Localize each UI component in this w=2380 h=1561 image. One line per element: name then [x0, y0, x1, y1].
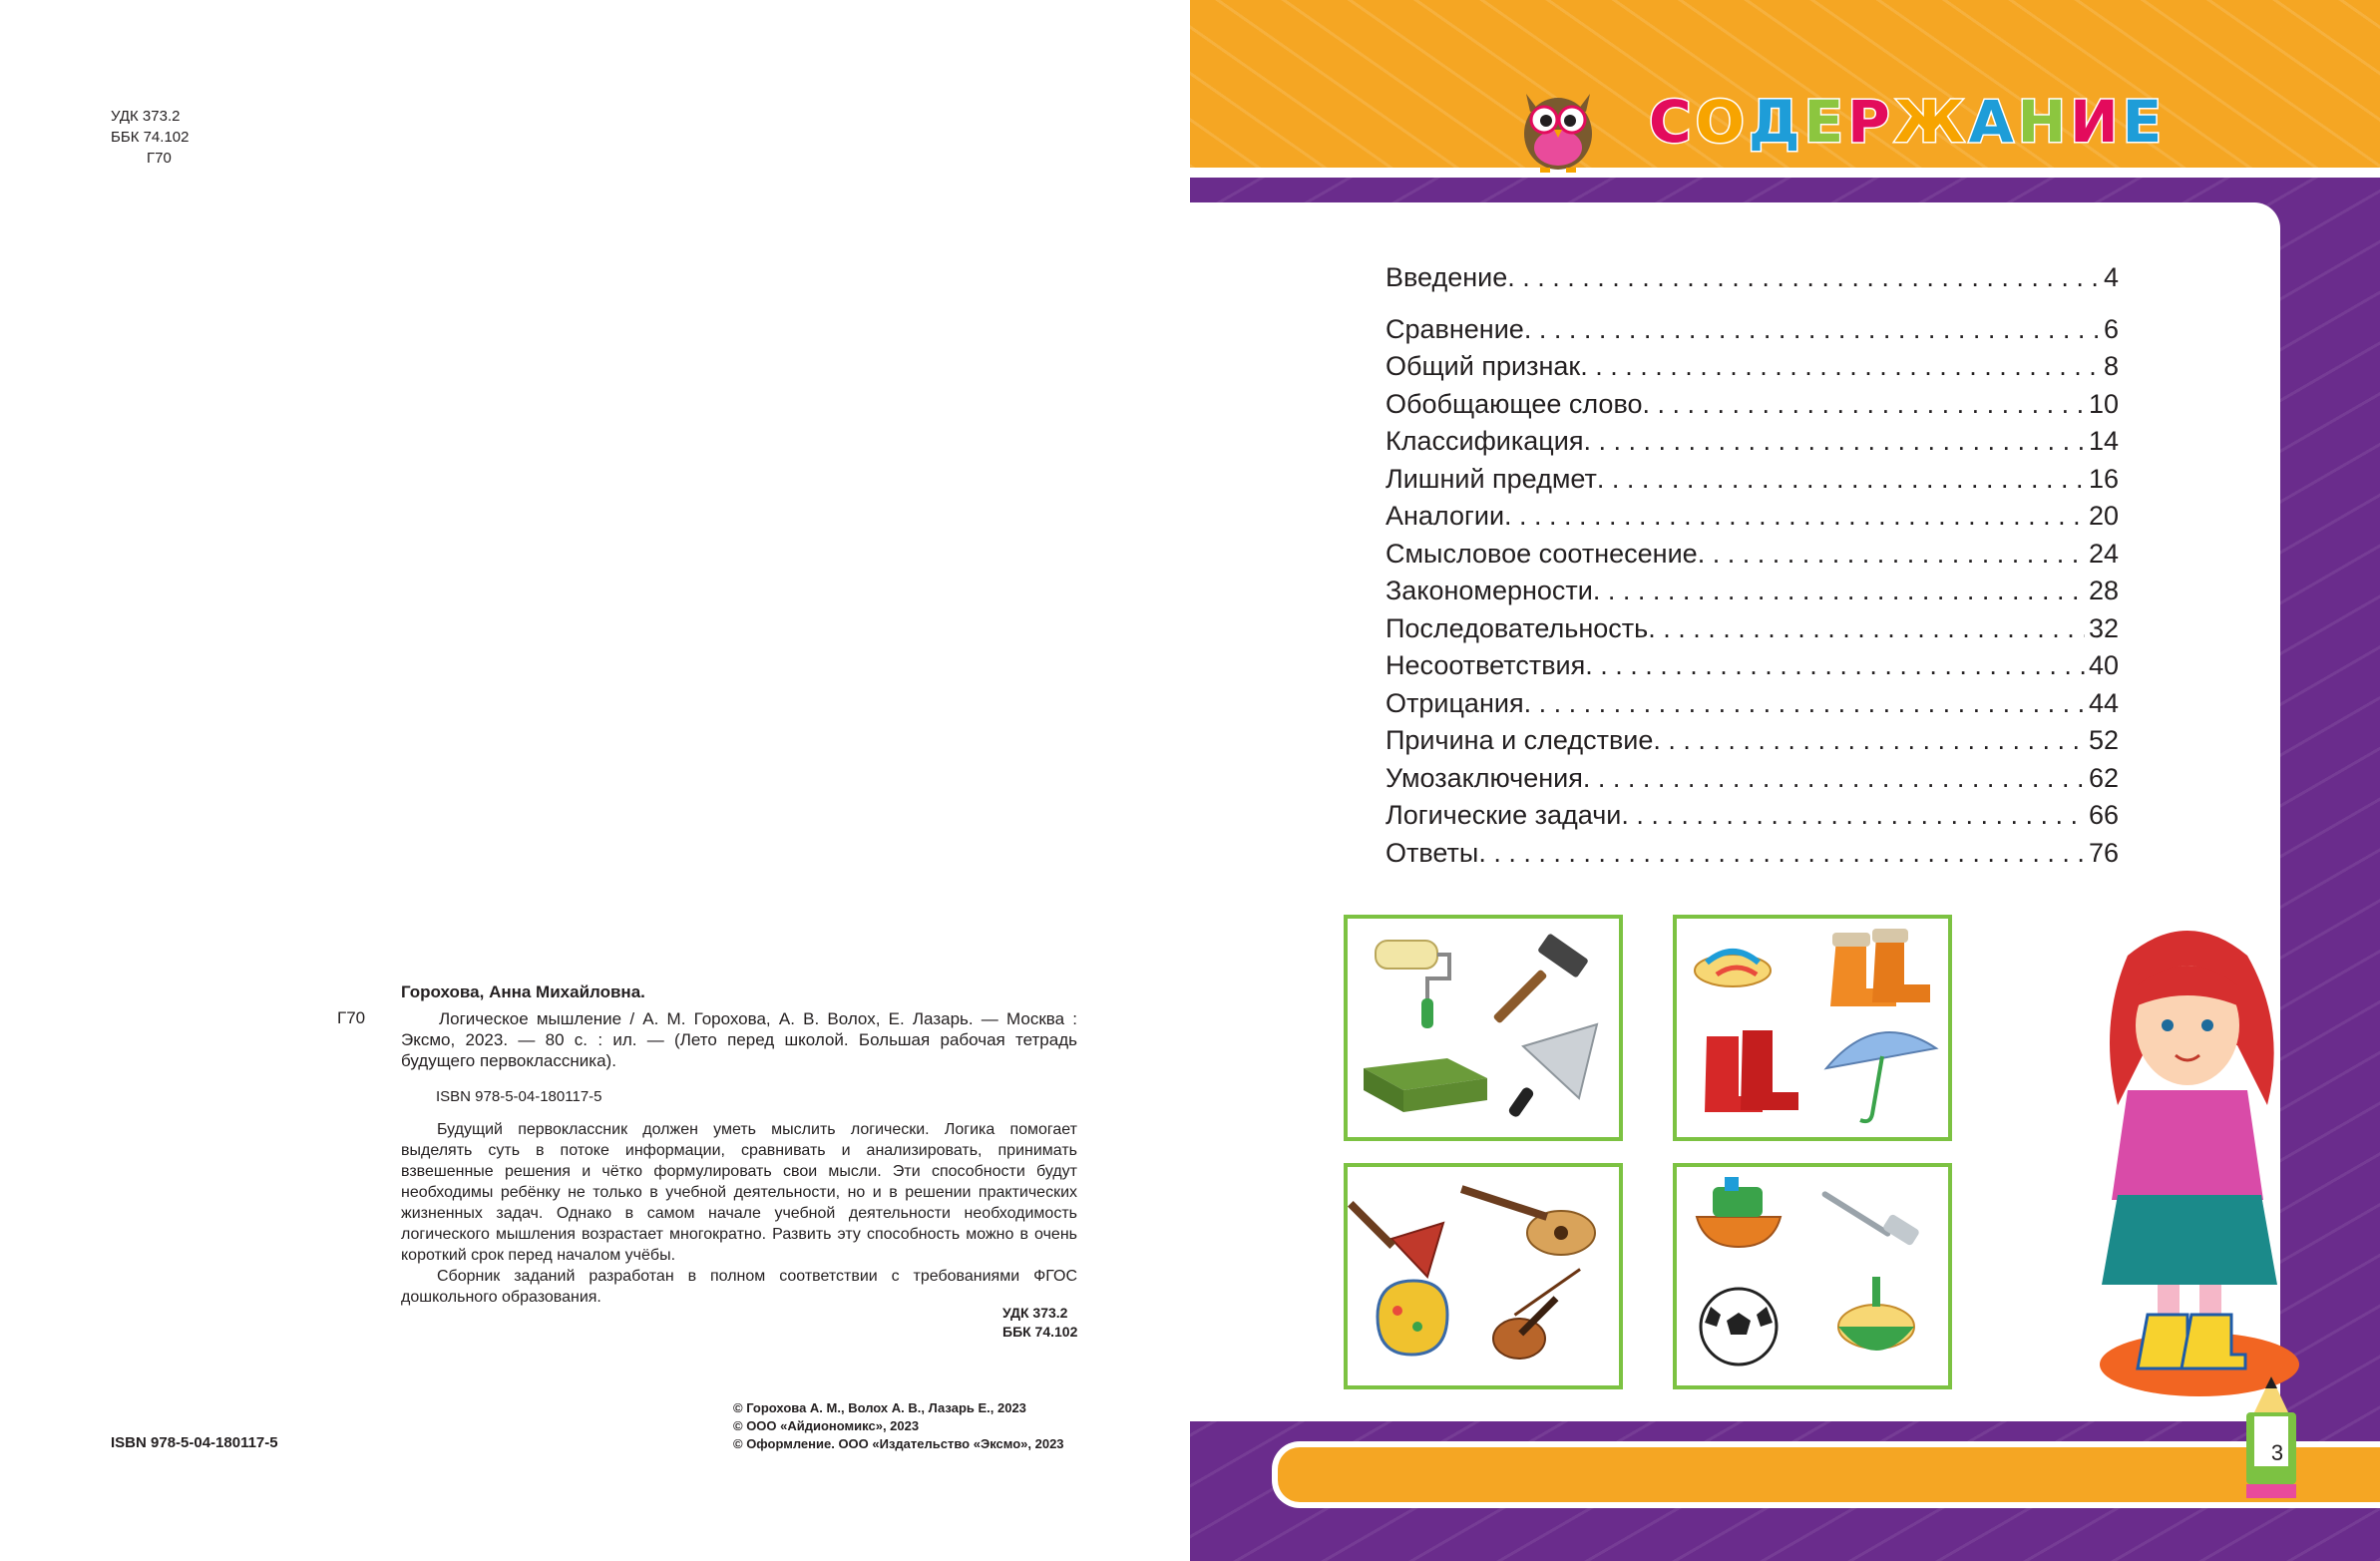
toc-leader-dots: [1585, 647, 2085, 685]
annotation: [401, 1119, 1077, 1308]
umbrella-icon: [1826, 1032, 1936, 1121]
toc-entry-page: 24: [2088, 538, 2119, 569]
author-name: Горохова, Анна Михайловна.: [401, 982, 645, 1001]
toc-entry-label: Смысловое соотнесение: [1386, 538, 1698, 569]
toc-entry: [1386, 311, 2119, 349]
classification-codes-bottom: [1002, 1304, 1077, 1342]
title-letter: С: [1649, 88, 1696, 156]
toc-leader-dots: [1504, 498, 2085, 536]
sandals-icon: [1695, 952, 1771, 986]
annotation-paragraph: Сборник заданий разработан в полном соответствии с требованиями ФГОС дошкольного образования.: [401, 1268, 1077, 1306]
copyright-block: [733, 1399, 1064, 1453]
oven-mitt-icon: [1378, 1281, 1447, 1355]
toc-entry-page: 66: [2088, 800, 2119, 830]
footer-band: [1272, 1441, 2380, 1508]
toc-entry: [1386, 536, 2119, 574]
toc-entry-label: Ответы: [1386, 837, 1479, 868]
pencil-icon: [2242, 1376, 2300, 1501]
violin-icon: [1493, 1268, 1581, 1359]
toc-entry-label: Аналогии: [1386, 501, 1505, 531]
girl-illustration: [1978, 916, 2380, 1404]
title-letter: Д: [1748, 88, 1804, 156]
title-letter: О: [1695, 88, 1749, 156]
toc-spacer: [1386, 297, 2119, 311]
toc-entry-page: 6: [2103, 313, 2119, 344]
toy-boat-icon: [1697, 1177, 1781, 1247]
title-letter: Е: [2122, 88, 2167, 156]
toc-entry-label: Отрицания: [1386, 687, 1524, 718]
picture-card-tools: [1344, 915, 1623, 1141]
fork-icon: [1820, 1190, 1920, 1246]
toc-entry-page: 76: [2088, 837, 2119, 868]
toc-leader-dots: [1524, 685, 2085, 723]
toc-leader-dots: [1478, 835, 2085, 873]
toc-entry: [1386, 722, 2119, 760]
toc-entry-page: 32: [2088, 612, 2119, 643]
toc-entry-page: 28: [2088, 576, 2119, 605]
balalaika-icon: [1348, 1201, 1443, 1277]
toc-entry-label: Последовательность: [1386, 612, 1649, 643]
toc-entry: [1386, 386, 2119, 424]
soccer-ball-icon: [1701, 1289, 1777, 1365]
toc-entry: [1386, 423, 2119, 461]
toc-entry-label: Сравнение: [1386, 313, 1524, 344]
toc-entry-label: Общий признак: [1386, 351, 1581, 381]
guitar-icon: [1460, 1185, 1595, 1255]
toc-entry: [1386, 647, 2119, 685]
title-letter: Ж: [1893, 88, 1969, 156]
toc-entry: [1386, 573, 2119, 610]
page-number: 3: [2270, 1440, 2284, 1465]
toc-entry-label: Лишний предмет: [1386, 463, 1597, 494]
toc-entry-page: 44: [2088, 687, 2119, 718]
toc-leader-dots: [1580, 348, 2100, 386]
toc-entry-page: 10: [2088, 388, 2119, 419]
spinning-top-icon: [1838, 1277, 1914, 1351]
owl-icon: [1514, 82, 1602, 174]
toc-entry: [1386, 498, 2119, 536]
paint-roller-icon: [1376, 941, 1449, 1028]
udk-code: УДК 373.2: [1002, 1305, 1068, 1321]
toc-leader-dots: [1621, 797, 2085, 835]
toc-entry: [1386, 835, 2119, 873]
title-letter: Р: [1847, 88, 1894, 156]
toc-entry-page: 8: [2103, 351, 2119, 381]
toc-entry: [1386, 348, 2119, 386]
toc-entry-label: Причина и следствие: [1386, 725, 1654, 755]
title-letter: И: [2070, 88, 2123, 156]
toc-leader-dots: [1597, 461, 2085, 499]
toc-entry: [1386, 685, 2119, 723]
toc-entry: [1386, 461, 2119, 499]
toc-leader-dots: [1524, 311, 2100, 349]
picture-card-toys: [1673, 1163, 1952, 1389]
bbk-code: ББК 74.102: [111, 129, 190, 146]
toc-entry-page: 14: [2088, 426, 2119, 456]
toc-entry-label: Несоответствия: [1386, 650, 1586, 680]
toc-entry-label: Умозаключения: [1386, 762, 1583, 793]
toc-leader-dots: [1653, 722, 2085, 760]
toc-entry-label: Введение: [1386, 262, 1508, 292]
toc-entry: [1386, 259, 2119, 297]
toc-leader-dots: [1583, 423, 2084, 461]
toc-entry-label: Закономерности: [1386, 576, 1593, 605]
trowel-icon: [1507, 1024, 1597, 1119]
author-mark-inline: Г70: [337, 1008, 366, 1027]
toc-leader-dots: [1583, 760, 2085, 798]
udk-code: УДК 373.2: [111, 108, 181, 125]
isbn: ISBN 978-5-04-180117-5: [111, 1434, 278, 1451]
boots-icon: [1830, 929, 1930, 1006]
contents-page: [1190, 0, 2380, 1561]
toc-leader-dots: [1643, 386, 2085, 424]
picture-card-instruments: [1344, 1163, 1623, 1389]
toc-leader-dots: [1593, 573, 2085, 610]
rubber-boots-icon: [1705, 1030, 1798, 1112]
isbn-inline: ISBN 978-5-04-180117-5: [436, 1088, 602, 1105]
hammer-icon: [1492, 933, 1589, 1023]
author-mark: Г70: [147, 150, 172, 167]
toc-entry-label: Обобщающее слово: [1386, 388, 1643, 419]
toc-entry-page: 40: [2088, 650, 2119, 680]
copyright-line: © Оформление. ООО «Издательство «Эксмо», 2023: [733, 1436, 1064, 1451]
annotation-paragraph: Будущий первоклассник должен уметь мыслить логически. Логика помогает выделять суть в потоке информации, сравнивать и анализировать, принимать взвешенные решения и чётко формулировать свои мысли. Эти способности будут необходимы ребёнку не только в учебной деятельности, но и в решении практических жизненных задач. Однако в самом начале учебной деятельности необходимость логического мышления возрастает многократно. Развить эту способность можно в очень короткий срок перед началом учёбы.: [401, 1121, 1077, 1264]
toc-entry-label: Логические задачи: [1386, 800, 1622, 830]
toc-entry: [1386, 797, 2119, 835]
book-icon: [1364, 1058, 1487, 1112]
page-title: [1649, 88, 2166, 156]
table-of-contents: [1386, 259, 2119, 872]
toc-entry: [1386, 610, 2119, 648]
toc-entry-page: 20: [2088, 501, 2119, 531]
divider: [1190, 168, 2380, 178]
toc-entry-page: 4: [2103, 262, 2119, 292]
toc-leader-dots: [1507, 259, 2100, 297]
toc-entry: [1386, 760, 2119, 798]
toc-entry-page: 52: [2088, 725, 2119, 755]
title-letter: Е: [1803, 88, 1848, 156]
bibliographic-record: Логическое мышление / А. М. Горохова, А. В. Волох, Е. Лазарь. — Москва : Эксмо, 2023. — 80 с. : ил. — (Лето перед школой. Большая рабочая тетрадь будущего первоклассника).: [401, 1009, 1077, 1070]
toc-entry-label: Классификация: [1386, 426, 1584, 456]
toc-entry-page: 16: [2088, 463, 2119, 494]
picture-card-footwear: [1673, 915, 1952, 1141]
copyright-line: © ООО «Айдиономикс», 2023: [733, 1418, 920, 1433]
toc-leader-dots: [1698, 536, 2085, 574]
title-letter: Н: [2017, 88, 2071, 156]
bbk-code: ББК 74.102: [1002, 1324, 1078, 1340]
toc-leader-dots: [1648, 610, 2085, 648]
toc-entry-page: 62: [2088, 762, 2119, 793]
title-letter: А: [1968, 88, 2018, 156]
classification-codes: [111, 106, 189, 169]
copyright-line: © Горохова А. М., Волох А. В., Лазарь Е., 2023: [733, 1400, 1026, 1415]
